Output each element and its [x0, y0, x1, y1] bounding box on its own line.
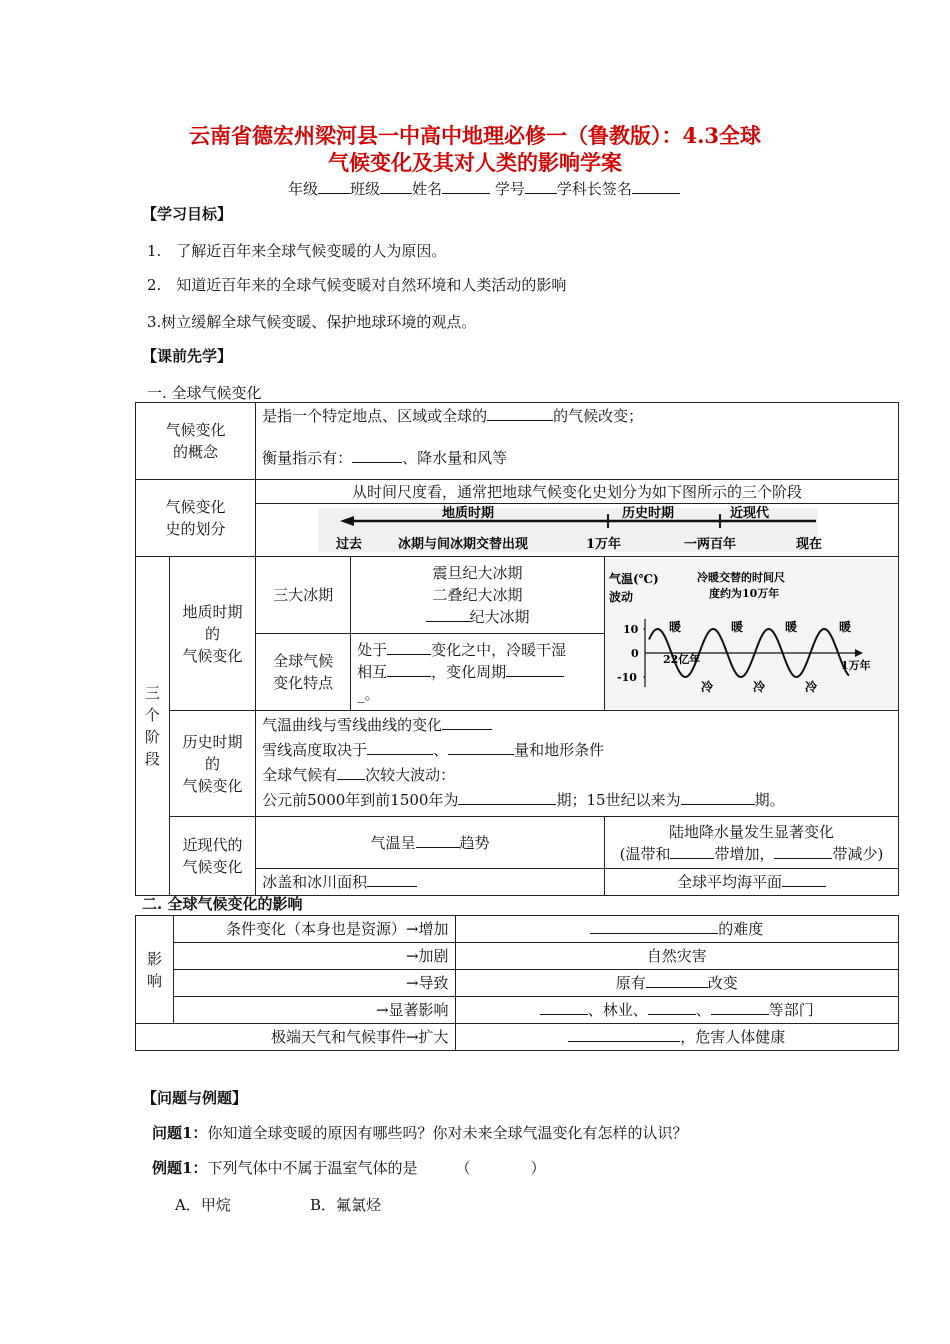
- impact-blank-1[interactable]: [590, 919, 718, 934]
- class-label: 班级: [350, 180, 381, 198]
- ice-age-sinian: 震旦纪大冰期: [432, 564, 523, 582]
- chart-cold-2: 冷: [752, 679, 765, 694]
- temperature-fluctuation-chart: [605, 559, 898, 709]
- ice-age-third: 纪大冰期: [469, 608, 530, 626]
- impact-row-4-text-c: 等部门: [768, 1001, 814, 1019]
- hist-blank-6[interactable]: [681, 790, 755, 805]
- impact-row-2-left: →加剧: [173, 943, 455, 970]
- geo-label-2: 的: [204, 624, 220, 643]
- modern-temp-cell: [256, 817, 605, 869]
- concept-text-a: 是指一个特定地点、区域或全球的: [262, 407, 488, 425]
- modern-sea-blank[interactable]: [782, 872, 826, 887]
- name-blank[interactable]: [442, 179, 490, 194]
- modern-precip-blank-2[interactable]: [774, 844, 832, 859]
- hist-line3-a: 全球气候有: [262, 766, 338, 784]
- chart-cold-1: 冷: [700, 679, 713, 694]
- questions-heading: 【问题与例题】: [142, 1089, 248, 1107]
- chart-ytick-label-10: 10: [622, 622, 639, 636]
- history-text: 从时间尺度看，通常把地球气候变化史划分为如下图所示的三个阶段: [256, 481, 898, 504]
- prestudy-heading: 【课前先学】: [142, 347, 233, 365]
- impact-row-4-text-b: 、: [695, 1001, 711, 1019]
- leader-label: 学科长签名: [556, 180, 632, 198]
- concept-label-2: 的概念: [173, 443, 219, 461]
- chart-cell: [604, 557, 898, 711]
- modern-precip-cell: [604, 817, 898, 869]
- modern-precip-2a: (温带和: [619, 844, 671, 863]
- hist-label-1: 历史时期: [182, 732, 243, 751]
- impact-table: [135, 915, 899, 1051]
- chart-note-1: 冷暖交替的时间尺: [696, 570, 785, 584]
- hist-line2-a: 雪线高度取决于: [262, 741, 368, 759]
- indicator-blank[interactable]: [352, 448, 402, 463]
- option-b: B．氟氯烃: [310, 1196, 382, 1214]
- geo-feature-label-cell: [256, 634, 351, 711]
- indicator-text-b: 、降水量和风等: [402, 449, 508, 467]
- timeline-stage-modern: 近现代: [730, 505, 770, 521]
- impact-row-1-right: [455, 916, 898, 943]
- history-label-1: 气候变化: [165, 498, 226, 516]
- impact-row-2-right: 自然灾害: [455, 943, 898, 970]
- chart-ytick-label-0: 0: [630, 646, 639, 660]
- objectives-heading: 【学习目标】: [142, 205, 233, 223]
- chart-warm-2: 暖: [730, 619, 743, 634]
- three-stages-char-3: 阶: [144, 728, 160, 746]
- climate-change-table: [135, 402, 899, 896]
- timeline-stage-geologic: 地质时期: [442, 505, 495, 521]
- three-stages-char-4: 段: [144, 750, 160, 768]
- geo-label-3: 气候变化: [182, 646, 243, 665]
- modern-precip-1: 陆地降水量发生显著变化: [668, 822, 834, 841]
- number-label: 学号: [494, 180, 525, 198]
- chart-cold-3: 冷: [804, 679, 817, 694]
- modern-temp-b: 趋势: [459, 833, 490, 852]
- geo-feature-blank-2[interactable]: [387, 662, 431, 677]
- timeline-10k-years: 1万年: [586, 536, 622, 552]
- geo-feature-a: 处于: [357, 641, 388, 659]
- impact-row-5-text: ，危害人体健康: [680, 1028, 786, 1046]
- grade-blank[interactable]: [318, 179, 350, 194]
- chart-ytick-label-neg10: -10: [616, 670, 637, 684]
- modern-temp-blank[interactable]: [416, 833, 460, 848]
- modern-label-cell: [169, 817, 255, 896]
- timeline-century: 一两百年: [684, 536, 737, 552]
- impact-row-4-left: →显著影响: [173, 997, 455, 1024]
- timeline-diagram: [256, 504, 892, 556]
- modern-label-1: 近现代的: [182, 836, 243, 854]
- hist-line4-b: 期；15世纪以来为: [556, 791, 681, 809]
- modern-temp-a: 气温呈: [370, 833, 416, 852]
- geo-feature-cell: [351, 634, 605, 711]
- hist-blank-4[interactable]: [337, 765, 365, 780]
- ice-ages-label-cell: [256, 557, 351, 634]
- impact-side-cell: [136, 916, 174, 1024]
- modern-precip-2c: 带减少): [832, 844, 884, 863]
- timeline-now: 现在: [796, 536, 823, 552]
- hist-label-2: 的: [204, 754, 220, 773]
- chart-warm-1: 暖: [668, 619, 681, 634]
- impact-row-4-text-a: 、林业、: [587, 1001, 648, 1019]
- doc-title-line2: 气候变化及其对人类的影响学案: [328, 150, 622, 175]
- modern-ice: 冰盖和冰川面积: [262, 873, 368, 891]
- modern-precip-2b: 带增加，: [714, 844, 775, 863]
- impact-row-3-right: [455, 970, 898, 997]
- objective-item-1: 1. 了解近百年来全球气候变暖的人为原因。: [147, 242, 447, 260]
- geo-feature-blank-1[interactable]: [387, 640, 431, 655]
- objective-item-3: 3.树立缓解全球气候变暖、保护地球环境的观点。: [147, 313, 477, 331]
- geo-label-1: 地质时期: [182, 602, 243, 621]
- three-stages-cell: [136, 557, 170, 896]
- modern-ice-cell: [256, 869, 605, 896]
- ice-age-blank[interactable]: [426, 607, 470, 622]
- modern-sea: 全球平均海平面: [676, 873, 782, 891]
- part2-heading: 二. 全球气候变化的影响: [142, 895, 303, 913]
- example-1-text: 下列气体中不属于温室气体的是: [207, 1159, 418, 1177]
- concept-blank[interactable]: [487, 406, 553, 421]
- chart-x-end: 1万年: [840, 658, 871, 672]
- concept-text-b: 的气候改变；: [553, 407, 644, 425]
- chart-note-2: 度约为10万年: [708, 586, 780, 600]
- chart-warm-4: 暖: [838, 619, 851, 634]
- leader-blank[interactable]: [632, 179, 680, 194]
- impact-row-1-left: 条件变化（本身也是资源）→增加: [173, 916, 455, 943]
- impact-row-5-right: [455, 1024, 898, 1051]
- impact-side-2: 响: [146, 971, 162, 990]
- geo-label-cell: [169, 557, 255, 711]
- geo-feature-c: 相互: [357, 663, 388, 681]
- hist-line4-c: 期。: [754, 791, 785, 809]
- hist-line2-c: 量和地形条件: [514, 741, 605, 759]
- hist-line4-a: 公元前5000年到前1500年为: [262, 791, 459, 809]
- example-1-paren: （ ）: [455, 1159, 546, 1177]
- geo-feature-e: _。: [357, 685, 380, 703]
- option-a: A．甲烷: [175, 1196, 231, 1214]
- concept-content-cell: [256, 403, 899, 480]
- geo-feature-label-1: 全球气候: [273, 652, 334, 670]
- name-label: 姓名: [412, 180, 443, 198]
- example-1: [152, 1157, 545, 1178]
- timeline-ice-alternation: 冰期与间冰期交替出现: [398, 536, 529, 552]
- impact-row-3-text-b: 改变: [707, 974, 738, 992]
- hist-label-3: 气候变化: [182, 776, 243, 795]
- hist-line1: 气温曲线与雪线曲线的变化: [262, 716, 443, 734]
- impact-blank-4b[interactable]: [648, 1000, 696, 1015]
- modern-label-2: 气候变化: [182, 858, 243, 876]
- impact-side-1: 影: [146, 949, 162, 968]
- question-1: [152, 1122, 687, 1143]
- indicator-text-a: 衡量指示有：: [262, 449, 353, 467]
- impact-row-3-text-a: 原有: [615, 974, 646, 992]
- hist-label-cell: [169, 711, 255, 817]
- ice-ages-cell: [351, 557, 605, 634]
- objective-item-2: 2. 知道近百年来的全球气候变暖对自然环境和人类活动的影响: [147, 276, 567, 294]
- example-1-label: 例题1：: [152, 1159, 208, 1177]
- geo-feature-d: ，变化周期: [431, 663, 507, 681]
- grade-label: 年级: [288, 180, 319, 198]
- timeline-past: 过去: [336, 536, 363, 552]
- hist-blank-2[interactable]: [367, 740, 433, 755]
- student-info-line: [288, 178, 680, 199]
- geo-feature-blank-3[interactable]: [506, 662, 564, 677]
- ice-age-permian: 二叠纪大冰期: [432, 586, 523, 604]
- modern-ice-blank[interactable]: [367, 872, 417, 887]
- ice-ages-label: 三大冰期: [273, 586, 334, 604]
- hist-blank-3[interactable]: [448, 740, 514, 755]
- chart-ylabel-1: 气温(℃): [608, 571, 659, 586]
- impact-row-5-left: 极端天气和气候事件→扩大: [136, 1024, 456, 1051]
- impact-row-3-left: →导致: [173, 970, 455, 997]
- geo-feature-label-2: 变化特点: [273, 674, 334, 692]
- three-stages-char-2: 个: [144, 706, 160, 724]
- modern-sea-cell: [604, 869, 898, 896]
- three-stages-char-1: 三: [144, 684, 160, 702]
- impact-row-1-text: 的难度: [718, 920, 764, 938]
- question-1-text: 你知道全球变暖的原因有哪些吗？你对未来全球气温变化有怎样的认识？: [207, 1124, 688, 1142]
- chart-warm-3: 暖: [784, 619, 797, 634]
- chart-ylabel-2: 波动: [608, 589, 633, 604]
- impact-blank-4c[interactable]: [711, 1000, 769, 1015]
- history-label-2: 史的划分: [165, 520, 226, 538]
- hist-line2-b: 、: [433, 741, 449, 759]
- geo-feature-b: 变化之中，冷暖干湿: [431, 641, 567, 659]
- doc-title-line1: 云南省德宏州梁河县一中高中地理必修一（鲁教版）：4.3全球: [188, 123, 762, 148]
- hist-blank-5[interactable]: [458, 790, 556, 805]
- chart-x-start: 22亿年: [662, 652, 701, 666]
- concept-label-cell: [136, 403, 256, 480]
- modern-precip-blank-1[interactable]: [670, 844, 714, 859]
- impact-blank-3[interactable]: [646, 973, 708, 988]
- number-blank[interactable]: [525, 179, 557, 194]
- history-content-cell: [256, 480, 899, 557]
- history-label-cell: [136, 480, 256, 557]
- class-blank[interactable]: [380, 179, 412, 194]
- question-1-label: 问题1：: [152, 1124, 208, 1142]
- hist-blank-1[interactable]: [442, 715, 492, 730]
- impact-row-4-right: [455, 997, 898, 1024]
- impact-blank-5[interactable]: [568, 1027, 680, 1042]
- hist-content-cell: [256, 711, 899, 817]
- timeline-stage-historic: 历史时期: [622, 505, 675, 521]
- hist-line3-b: 次较大波动：: [365, 766, 456, 784]
- impact-blank-4a[interactable]: [540, 1000, 588, 1015]
- concept-label-1: 气候变化: [165, 421, 226, 439]
- part1-heading: 一. 全球气候变化: [147, 384, 262, 402]
